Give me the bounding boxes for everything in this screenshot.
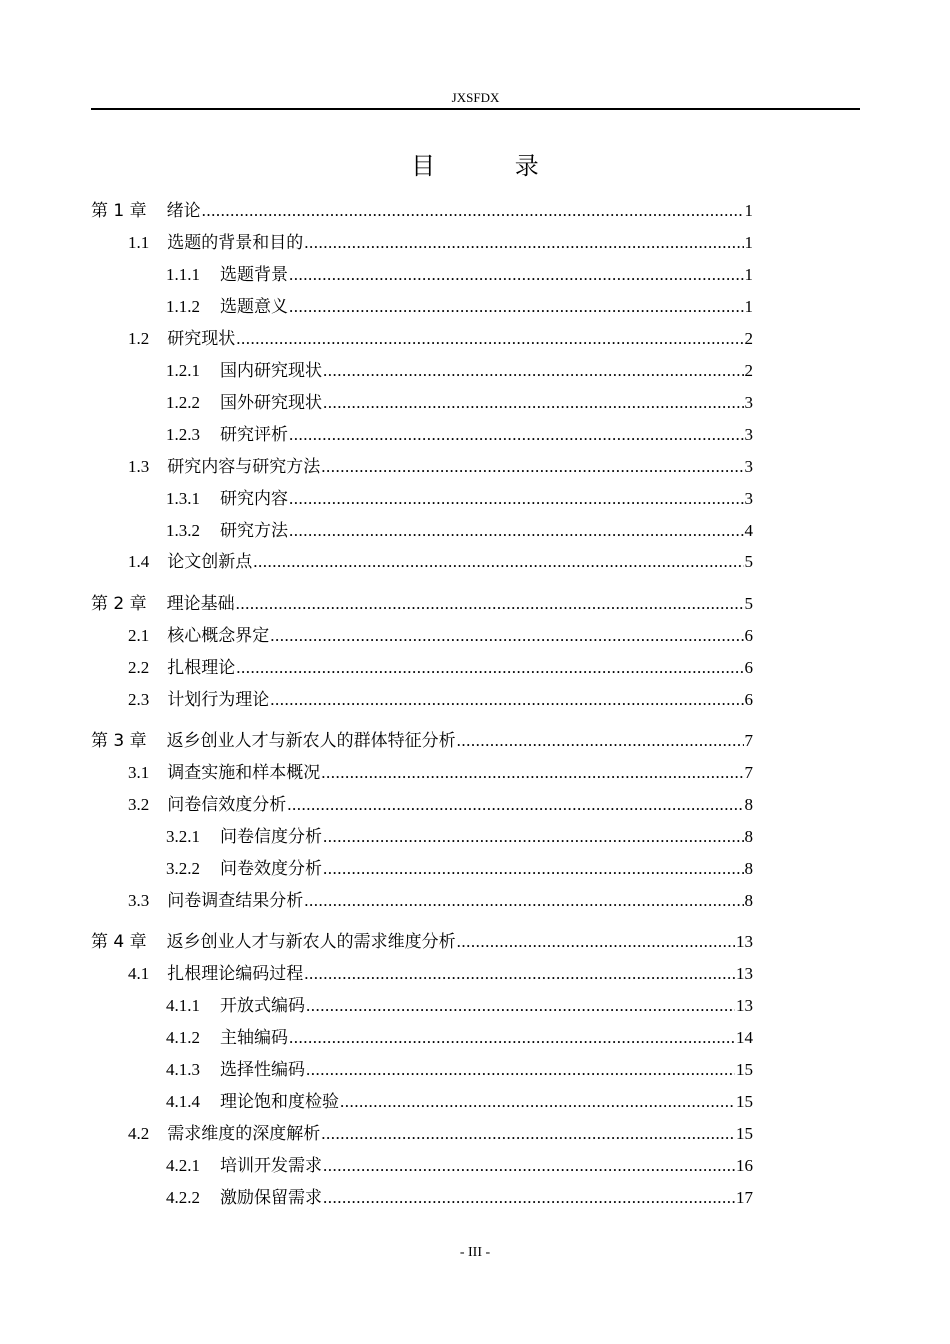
toc-entry[interactable]	[166, 487, 753, 511]
toc-entry-page: 17	[736, 1188, 753, 1207]
toc-entry[interactable]	[91, 930, 753, 954]
toc-entry-title: 主轴编码	[220, 1028, 288, 1048]
toc-entry-page: 14	[736, 1028, 753, 1047]
toc-entry-number: 3.2.1	[166, 827, 200, 846]
toc-entry-number: 4.2.2	[166, 1188, 200, 1207]
toc-entry-number: 第 1 章	[91, 201, 147, 221]
toc-entry-number: 1.3	[128, 457, 150, 476]
toc-entry-page: 2	[744, 329, 753, 348]
toc-entry-title: 问卷效度分析	[220, 859, 322, 879]
toc-entry[interactable]	[128, 761, 753, 785]
toc-entry[interactable]	[166, 825, 753, 849]
toc-entry-number: 3.2	[128, 795, 150, 814]
toc-entry-title: 选题背景	[220, 265, 288, 285]
toc-entry-page: 5	[744, 594, 753, 613]
toc-entry-title: 扎根理论	[167, 658, 236, 678]
toc-entry-number: 3.3	[128, 891, 150, 910]
toc-entry-page: 3	[744, 393, 753, 412]
toc-entry-title: 研究现状	[167, 329, 236, 349]
toc-entry-page: 13	[736, 964, 753, 983]
toc-dot-leader	[457, 729, 744, 753]
toc-entry-number: 第 2 章	[91, 594, 147, 614]
toc-entry-page: 7	[744, 731, 753, 750]
toc-entry-page: 13	[736, 932, 753, 951]
toc-entry-page: 6	[744, 658, 753, 677]
toc-entry[interactable]	[166, 1058, 753, 1082]
toc-entry-number: 1.2.3	[166, 425, 200, 444]
toc-entry-title: 返乡创业人才与新农人的群体特征分析	[166, 731, 456, 751]
toc-entry-title: 理论饱和度检验	[220, 1092, 339, 1112]
toc-entry[interactable]	[166, 519, 753, 543]
toc-dot-leader	[321, 455, 743, 479]
toc-entry-title: 研究评析	[220, 425, 288, 445]
toc-entry[interactable]	[128, 455, 753, 479]
toc-entry[interactable]	[166, 1090, 753, 1114]
toc-entry[interactable]	[91, 199, 753, 223]
toc-entry-title: 计划行为理论	[167, 690, 270, 710]
toc-entry-number: 1.3.1	[166, 489, 200, 508]
toc-entry-page: 16	[736, 1156, 753, 1175]
toc-entry-title: 选题的背景和目的	[167, 233, 304, 253]
toc-entry-number: 1.1	[128, 233, 150, 252]
toc-entry-title: 选题意义	[220, 297, 288, 317]
toc-entry-number: 1.4	[128, 552, 150, 571]
toc-entry-title: 研究内容	[220, 489, 288, 509]
toc-entry-title: 研究内容与研究方法	[167, 457, 321, 477]
toc-dot-leader	[323, 1186, 735, 1210]
toc-dot-leader	[306, 1058, 735, 1082]
toc-entry-page: 4	[744, 521, 753, 540]
toc-entry-title: 问卷信效度分析	[167, 795, 287, 815]
toc-entry-page: 15	[736, 1060, 753, 1079]
toc-entry[interactable]	[128, 889, 753, 913]
toc-entry-page: 3	[744, 457, 753, 476]
toc-entry-number: 1.3.2	[166, 521, 200, 540]
toc-entry-number: 4.1.4	[166, 1092, 200, 1111]
toc-entry[interactable]	[128, 624, 753, 648]
toc-entry-title: 国外研究现状	[220, 393, 322, 413]
toc-dot-leader	[323, 359, 744, 383]
toc-dot-leader	[340, 1090, 735, 1114]
toc-entry[interactable]	[166, 1186, 753, 1210]
toc-dot-leader	[253, 550, 743, 574]
toc-entry[interactable]	[166, 295, 753, 319]
toc-entry-number: 2.2	[128, 658, 150, 677]
toc-dot-leader	[289, 487, 744, 511]
header-rule	[91, 108, 860, 110]
toc-entry-number: 1.1.2	[166, 297, 200, 316]
toc-dot-leader	[289, 295, 744, 319]
toc-dot-leader	[289, 519, 744, 543]
toc-entry[interactable]	[128, 1122, 753, 1146]
toc-entry-number: 第 3 章	[91, 731, 147, 751]
toc-entry[interactable]	[128, 550, 753, 574]
toc-dot-leader	[323, 857, 744, 881]
toc-entry-title: 返乡创业人才与新农人的需求维度分析	[166, 932, 456, 952]
toc-entry-title: 核心概念界定	[167, 626, 270, 646]
toc-dot-leader	[304, 231, 743, 255]
toc-dot-leader	[270, 624, 743, 648]
toc-entry-number: 4.2.1	[166, 1156, 200, 1175]
toc-dot-leader	[304, 889, 743, 913]
toc-entry-page: 15	[736, 1124, 753, 1143]
toc-entry[interactable]	[166, 263, 753, 287]
toc-entry[interactable]	[166, 391, 753, 415]
toc-entry-number: 2.1	[128, 626, 150, 645]
page-number: - III -	[459, 1245, 491, 1260]
toc-entry-title: 国内研究现状	[220, 361, 322, 381]
toc-dot-leader	[202, 199, 744, 223]
toc-entry-page: 2	[744, 361, 753, 380]
toc-entry-page: 15	[736, 1092, 753, 1111]
toc-entry[interactable]	[166, 423, 753, 447]
toc-dot-leader	[321, 761, 743, 785]
toc-entry[interactable]	[128, 327, 753, 351]
toc-entry-page: 3	[744, 489, 753, 508]
toc-entry[interactable]	[128, 656, 753, 680]
toc-entry-title: 论文创新点	[167, 552, 253, 572]
toc-entry-page: 1	[744, 233, 753, 252]
toc-entry-page: 8	[744, 827, 753, 846]
toc-entry-page: 6	[744, 626, 753, 645]
toc-entry-title: 研究方法	[220, 521, 288, 541]
toc-dot-leader	[457, 930, 735, 954]
toc-entry-page: 1	[744, 297, 753, 316]
toc-dot-leader	[306, 994, 735, 1018]
toc-entry[interactable]	[166, 994, 753, 1018]
toc-dot-leader	[304, 962, 735, 986]
toc-entry-number: 4.1.1	[166, 996, 200, 1015]
running-header: JXSFDX	[451, 90, 500, 105]
toc-entry-number: 1.2	[128, 329, 150, 348]
toc-entry-title: 问卷信度分析	[220, 827, 322, 847]
toc-entry-title: 开放式编码	[220, 996, 305, 1016]
toc-title: 目 录	[411, 152, 575, 180]
toc-entry[interactable]	[128, 793, 753, 817]
toc-entry[interactable]	[128, 688, 753, 712]
toc-entry-title: 扎根理论编码过程	[167, 964, 304, 984]
toc-entry-title: 调查实施和样本概况	[167, 763, 321, 783]
toc-entry[interactable]	[128, 231, 753, 255]
toc-entry[interactable]	[91, 729, 753, 753]
toc-dot-leader	[289, 423, 744, 447]
toc-entry[interactable]	[166, 857, 753, 881]
toc-entry-page: 8	[744, 859, 753, 878]
toc-dot-leader	[323, 391, 744, 415]
toc-entry-page: 1	[744, 265, 753, 284]
toc-entry-number: 3.1	[128, 763, 150, 782]
toc-entry-page: 3	[744, 425, 753, 444]
toc-dot-leader	[289, 263, 744, 287]
toc-entry-title: 需求维度的深度解析	[167, 1124, 321, 1144]
toc-entry-page: 8	[744, 891, 753, 910]
toc-entry-page: 13	[736, 996, 753, 1015]
toc-entry[interactable]	[166, 1026, 753, 1050]
toc-dot-leader	[236, 327, 743, 351]
toc-dot-leader	[323, 825, 744, 849]
toc-entry-title: 问卷调查结果分析	[167, 891, 304, 911]
toc-entry-page: 8	[744, 795, 753, 814]
toc-entry-title: 激励保留需求	[220, 1188, 322, 1208]
toc-entry-page: 6	[744, 690, 753, 709]
toc-entry-number: 4.1.3	[166, 1060, 200, 1079]
toc-entry-number: 1.2.2	[166, 393, 200, 412]
toc-entry-title: 培训开发需求	[220, 1156, 322, 1176]
toc-entry-number: 4.1	[128, 964, 150, 983]
toc-entry[interactable]	[91, 592, 753, 616]
toc-dot-leader	[289, 1026, 735, 1050]
toc-entry[interactable]	[166, 359, 753, 383]
toc-dot-leader	[236, 656, 743, 680]
toc-entry-title: 选择性编码	[220, 1060, 305, 1080]
toc-entry-number: 2.3	[128, 690, 150, 709]
toc-entry-number: 4.2	[128, 1124, 150, 1143]
toc-dot-leader	[270, 688, 743, 712]
toc-entry-page: 1	[744, 201, 753, 220]
toc-entry-number: 1.1.1	[166, 265, 200, 284]
toc-entry[interactable]	[128, 962, 753, 986]
toc-entry-number: 第 4 章	[91, 932, 147, 952]
toc-entry-number: 3.2.2	[166, 859, 200, 878]
toc-entry-page: 5	[744, 552, 753, 571]
toc-entry[interactable]	[166, 1154, 753, 1178]
toc-dot-leader	[236, 592, 744, 616]
toc-entry-number: 1.2.1	[166, 361, 200, 380]
toc-entry-title: 理论基础	[166, 594, 235, 614]
toc-dot-leader	[321, 1122, 735, 1146]
toc-dot-leader	[287, 793, 743, 817]
toc-entry-page: 7	[744, 763, 753, 782]
toc-entry-title: 绪论	[166, 201, 201, 221]
toc-dot-leader	[323, 1154, 735, 1178]
toc-entry-number: 4.1.2	[166, 1028, 200, 1047]
